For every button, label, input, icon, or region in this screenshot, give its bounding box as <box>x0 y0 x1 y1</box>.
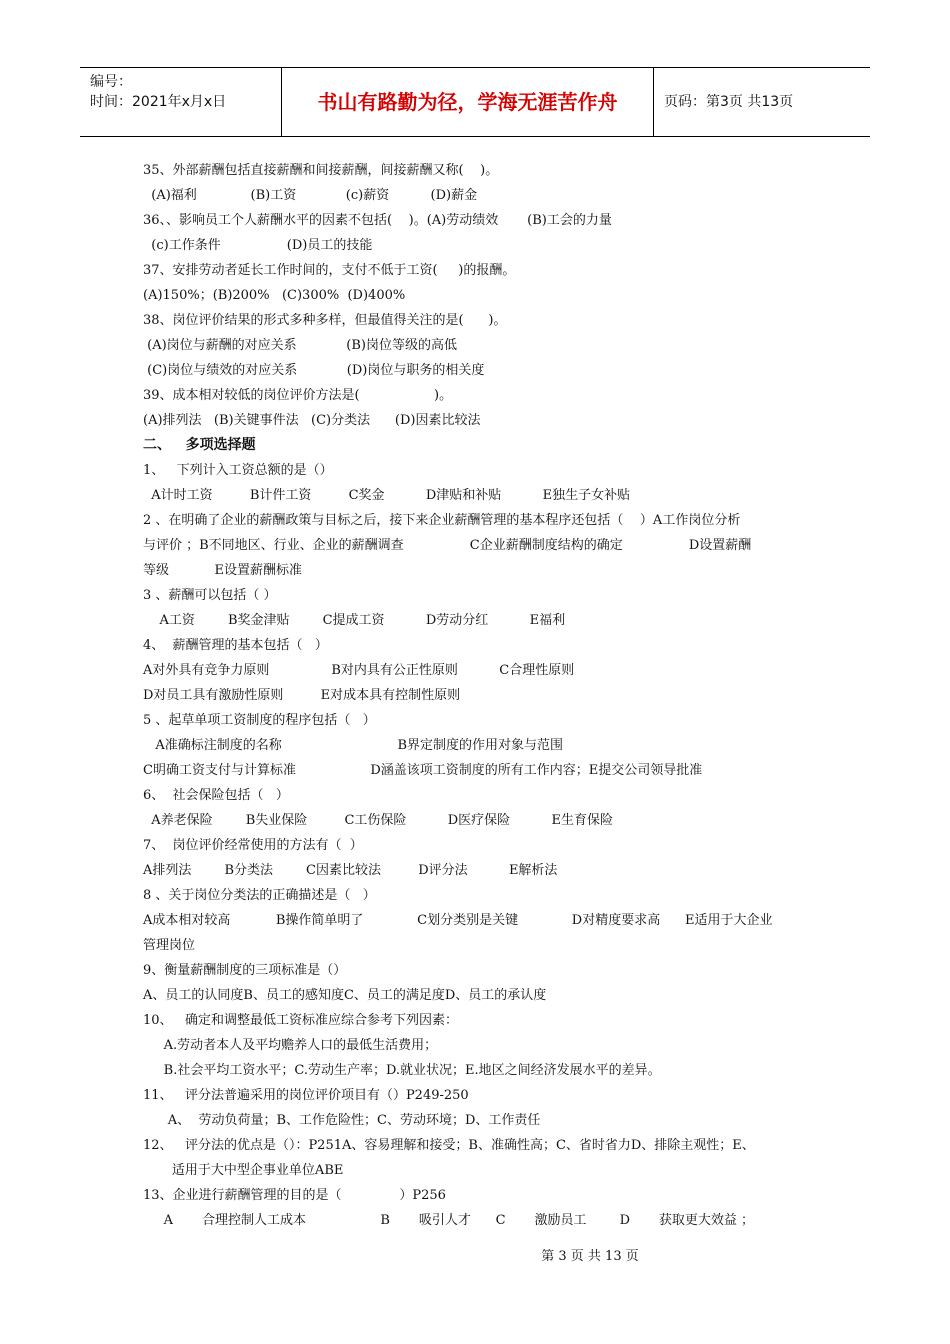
text-line: 39、成本相对较低的岗位评价方法是( )。 <box>143 388 453 403</box>
page-footer: 第 3 页 共 13 页 <box>541 1249 639 1264</box>
text-line: D对员工具有激励性原则 E对成本具有控制性原则 <box>143 688 461 703</box>
document-date: 时间：2021年x月x日 <box>90 94 227 110</box>
text-line: 10、 确定和调整最低工资标准应综合参考下列因素： <box>143 1013 458 1028</box>
text-line: A、员工的认同度B、员工的感知度C、员工的满足度D、员工的承认度 <box>143 988 547 1003</box>
text-line: 35、外部薪酬包括直接薪酬和间接薪酬，间接薪酬又称( )。 <box>143 163 499 178</box>
text-line: 1、 下列计入工资总额的是（） <box>143 463 333 478</box>
text-line: A养老保险 B失业保险 C工伤保险 D医疗保险 E生育保险 <box>143 813 613 828</box>
text-line: 37、安排劳动者延长工作时间的，支付不低于工资( )的报酬。 <box>143 263 516 278</box>
text-line: A准确标注制度的名称 B界定制度的作用对象与范围 <box>143 738 564 753</box>
text-line: 8 、关于岗位分类法的正确描述是（ ） <box>143 888 376 903</box>
text-line: 等级 E设置薪酬标准 <box>143 563 302 578</box>
text-line: 管理岗位 <box>143 938 196 953</box>
text-line: 6、 社会保险包括（ ） <box>143 788 289 803</box>
text-line: A计时工资 B计件工资 C奖金 D津贴和补贴 E独生子女补贴 <box>143 488 631 503</box>
document-number-label: 编号： <box>90 74 132 90</box>
text-line: (A)岗位与薪酬的对应关系 (B)岗位等级的高低 <box>143 338 457 353</box>
text-line: B.社会平均工资水平；C.劳动生产率；D.就业状况；E.地区之间经济发展水平的差异。 <box>143 1063 661 1078</box>
text-line: 13、企业进行薪酬管理的目的是（ ）P256 <box>143 1188 446 1203</box>
text-line: 4、 薪酬管理的基本包括（ ） <box>143 638 328 653</box>
header-page-info: 页码：第3页 共13页 <box>664 94 794 110</box>
text-line: (C)岗位与绩效的对应关系 (D)岗位与职务的相关度 <box>143 363 485 378</box>
question-list <box>143 158 823 1233</box>
text-line: 7、 岗位评价经常使用的方法有（ ） <box>143 838 363 853</box>
text-line: (A)福利 (B)工资 (c)薪资 (D)薪金 <box>143 188 478 203</box>
text-line: A成本相对较高 B操作简单明了 C划分类别是关键 D对精度要求高 E适用于大企业 <box>143 913 773 928</box>
text-line: (A)150%；(B)200% (C)300% (D)400% <box>143 288 406 303</box>
text-line: 36、、影响员工个人薪酬水平的因素不包括( )。(A)劳动绩效 (B)工会的力量 <box>143 213 612 228</box>
text-line: 9、衡量薪酬制度的三项标准是（） <box>143 963 347 978</box>
text-line: 38、岗位评价结果的形式多种多样，但最值得关注的是( )。 <box>143 313 507 328</box>
text-line: C明确工资支付与计算标准 D涵盖该项工资制度的所有工作内容；E提交公司领导批准 <box>143 763 703 778</box>
text-line: A对外具有竞争力原则 B对内具有公正性原则 C合理性原则 <box>143 663 575 678</box>
text-line: 3 、薪酬可以包括（ ） <box>143 588 277 603</box>
text-line: A.劳动者本人及平均赡养人口的最低生活费用； <box>143 1038 438 1053</box>
text-line: (A)排列法 (B)关键事件法 (C)分类法 (D)因素比较法 <box>143 413 481 428</box>
text-line: 与评价 ；B不同地区、行业、企业的薪酬调查 C企业薪酬制度结构的确定 D设置薪酬 <box>143 538 752 553</box>
text-line: A、 劳动负荷量；B、工作危险性；C、劳动环境；D、工作责任 <box>143 1113 541 1128</box>
text-line: 适用于大中型企事业单位ABE <box>143 1163 344 1178</box>
text-line: 5 、起草单项工资制度的程序包括（ ） <box>143 713 376 728</box>
text-line: (c)工作条件 (D)员工的技能 <box>143 238 373 253</box>
text-line: A 合理控制人工成本 B 吸引人才 C 激励员工 D 获取更大效益 ； <box>143 1213 755 1228</box>
text-line: A工资 B奖金津贴 C提成工资 D劳动分红 E福利 <box>143 613 566 628</box>
header-meta-cell <box>80 68 282 136</box>
header-table <box>80 67 870 137</box>
text-line: 12、 评分法的优点是（）：P251A、容易理解和接受；B、准确性高；C、省时省力D、排除主观性；E、 <box>143 1138 755 1153</box>
header-motto: 书山有路勤为径，学海无涯苦作舟 <box>282 68 654 136</box>
text-line: A排列法 B分类法 C因素比较法 D评分法 E解析法 <box>143 863 558 878</box>
text-line: 2 、在明确了企业的薪酬政策与目标之后，接下来企业薪酬管理的基本程序还包括（ ）A工作岗位分析 <box>143 513 741 528</box>
text-line: 11、 评分法普遍采用的岗位评价项目有（）P249-250 <box>143 1088 469 1103</box>
section-heading: 二、 多项选择题 <box>143 437 256 453</box>
